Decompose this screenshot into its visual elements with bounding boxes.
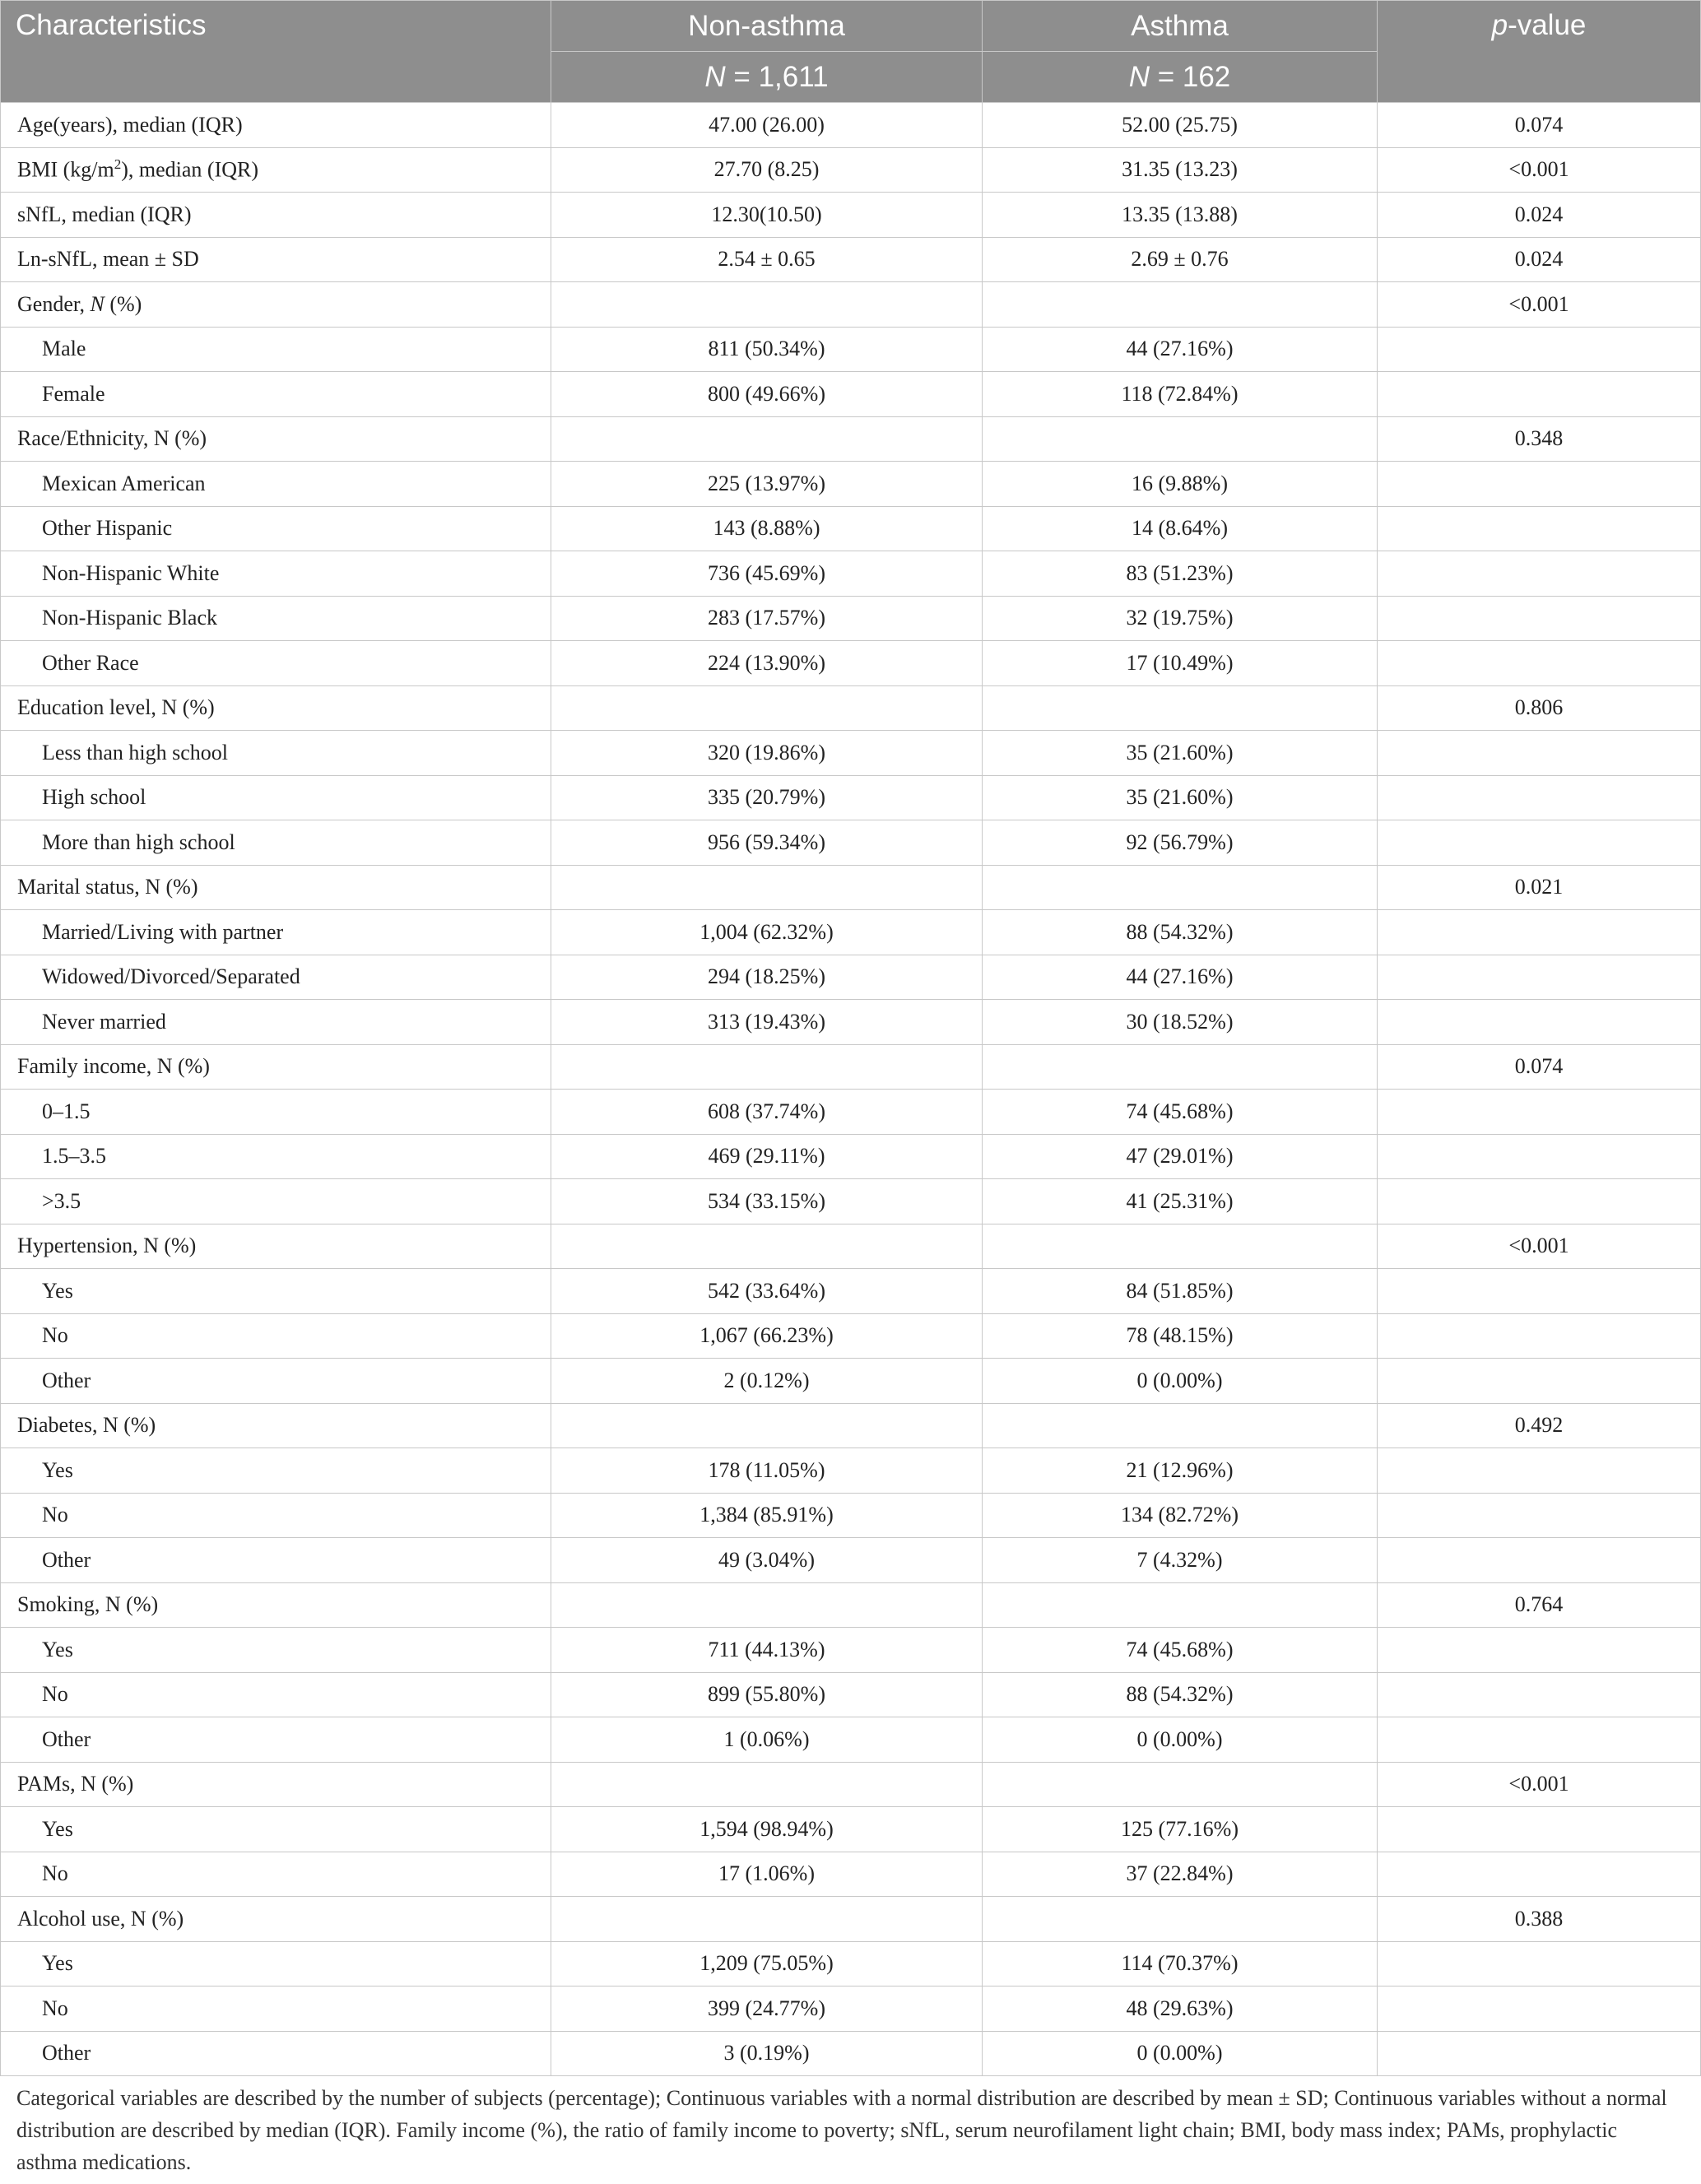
non-asthma-cell <box>551 1582 983 1628</box>
table-row <box>1 1717 1701 1763</box>
p-value-cell <box>1378 1538 1701 1583</box>
p-value-cell <box>1378 1628 1701 1673</box>
table-row <box>1 237 1701 282</box>
table-row <box>1 372 1701 417</box>
asthma-cell: 92 (56.79%) <box>983 820 1378 866</box>
row-label: Yes <box>1 1628 551 1673</box>
asthma-cell: 74 (45.68%) <box>983 1628 1378 1673</box>
row-label: No <box>1 1313 551 1359</box>
row-label: Other Hispanic <box>1 506 551 551</box>
row-label: Widowed/Divorced/Separated <box>1 955 551 1000</box>
asthma-cell: 30 (18.52%) <box>983 1000 1378 1045</box>
p-value-cell <box>1378 372 1701 417</box>
table-row <box>1 1403 1701 1448</box>
table-row <box>1 2031 1701 2076</box>
p-value-cell <box>1378 1493 1701 1538</box>
row-label: Non-Hispanic White <box>1 551 551 597</box>
row-label <box>1 147 551 193</box>
non-asthma-cell: 294 (18.25%) <box>551 955 983 1000</box>
asthma-cell: 78 (48.15%) <box>983 1313 1378 1359</box>
table-row <box>1 820 1701 866</box>
p-value-cell <box>1378 955 1701 1000</box>
asthma-cell: 31.35 (13.23) <box>983 147 1378 193</box>
row-label: >3.5 <box>1 1179 551 1224</box>
non-asthma-cell: 49 (3.04%) <box>551 1538 983 1583</box>
p-value-cell <box>1378 820 1701 866</box>
p-value-cell <box>1378 1359 1701 1404</box>
row-label: Non-Hispanic Black <box>1 596 551 641</box>
p-value-cell <box>1378 462 1701 507</box>
p-value-cell <box>1378 327 1701 372</box>
table-row <box>1 596 1701 641</box>
non-asthma-cell: 608 (37.74%) <box>551 1090 983 1135</box>
header-p-value <box>1378 1 1701 103</box>
header-n-non-asthma <box>551 52 983 103</box>
p-value-cell: <0.001 <box>1378 1224 1701 1269</box>
non-asthma-cell: 1,004 (62.32%) <box>551 910 983 955</box>
row-label: Other Race <box>1 641 551 686</box>
p-value-cell: 0.074 <box>1378 1044 1701 1090</box>
row-label: Yes <box>1 1269 551 1314</box>
asthma-cell: 114 (70.37%) <box>983 1941 1378 1987</box>
row-label: Hypertension, N (%) <box>1 1224 551 1269</box>
row-label: Never married <box>1 1000 551 1045</box>
asthma-cell: 13.35 (13.88) <box>983 193 1378 238</box>
non-asthma-cell: 711 (44.13%) <box>551 1628 983 1673</box>
table-row <box>1 551 1701 597</box>
asthma-cell: 84 (51.85%) <box>983 1269 1378 1314</box>
non-asthma-cell: 3 (0.19%) <box>551 2031 983 2076</box>
non-asthma-cell: 224 (13.90%) <box>551 641 983 686</box>
table-row <box>1 103 1701 148</box>
non-asthma-cell: 47.00 (26.00) <box>551 103 983 148</box>
non-asthma-cell: 899 (55.80%) <box>551 1672 983 1717</box>
table-row <box>1 1179 1701 1224</box>
row-label: 1.5–3.5 <box>1 1134 551 1179</box>
non-asthma-cell: 335 (20.79%) <box>551 775 983 820</box>
p-value-cell <box>1378 1941 1701 1987</box>
asthma-cell: 32 (19.75%) <box>983 596 1378 641</box>
asthma-cell <box>983 1044 1378 1090</box>
header-asthma: Asthma <box>983 1 1378 52</box>
non-asthma-cell: 469 (29.11%) <box>551 1134 983 1179</box>
table-row <box>1 506 1701 551</box>
asthma-cell: 14 (8.64%) <box>983 506 1378 551</box>
asthma-cell: 125 (77.16%) <box>983 1807 1378 1852</box>
p-value-cell <box>1378 1179 1701 1224</box>
table-row <box>1 685 1701 731</box>
row-label: Ln-sNfL, mean ± SD <box>1 237 551 282</box>
p-value-cell <box>1378 1448 1701 1494</box>
row-label: Other <box>1 1359 551 1404</box>
asthma-cell: 134 (82.72%) <box>983 1493 1378 1538</box>
asthma-cell: 41 (25.31%) <box>983 1179 1378 1224</box>
p-value-cell: 0.021 <box>1378 865 1701 910</box>
row-label: Age(years), median (IQR) <box>1 103 551 148</box>
asthma-cell <box>983 1224 1378 1269</box>
header-non-asthma: Non-asthma <box>551 1 983 52</box>
asthma-cell: 48 (29.63%) <box>983 1987 1378 2032</box>
p-italic: p <box>1491 9 1508 41</box>
asthma-cell: 47 (29.01%) <box>983 1134 1378 1179</box>
p-value-cell <box>1378 775 1701 820</box>
row-label <box>1 282 551 328</box>
p-value-cell: <0.001 <box>1378 1762 1701 1807</box>
p-value-cell <box>1378 1672 1701 1717</box>
p-value-cell <box>1378 1717 1701 1763</box>
asthma-cell <box>983 685 1378 731</box>
p-value-cell: 0.074 <box>1378 103 1701 148</box>
row-label: Mexican American <box>1 462 551 507</box>
p-value-cell <box>1378 641 1701 686</box>
non-asthma-cell: 956 (59.34%) <box>551 820 983 866</box>
non-asthma-cell: 399 (24.77%) <box>551 1987 983 2032</box>
table-row <box>1 865 1701 910</box>
table-row <box>1 775 1701 820</box>
asthma-cell: 35 (21.60%) <box>983 775 1378 820</box>
non-asthma-cell: 1,067 (66.23%) <box>551 1313 983 1359</box>
row-label: Yes <box>1 1941 551 1987</box>
n-symbol: N <box>704 60 726 93</box>
table-row <box>1 1000 1701 1045</box>
non-asthma-cell <box>551 416 983 462</box>
table-row <box>1 1134 1701 1179</box>
asthma-cell <box>983 1582 1378 1628</box>
p-value-cell <box>1378 1269 1701 1314</box>
table-row <box>1 1897 1701 1942</box>
non-asthma-cell <box>551 1403 983 1448</box>
non-asthma-cell <box>551 1044 983 1090</box>
non-asthma-cell: 17 (1.06%) <box>551 1852 983 1897</box>
p-value-cell <box>1378 1807 1701 1852</box>
table-row <box>1 462 1701 507</box>
row-label: No <box>1 1672 551 1717</box>
non-asthma-cell: 1,384 (85.91%) <box>551 1493 983 1538</box>
row-label: Alcohol use, N (%) <box>1 1897 551 1942</box>
non-asthma-cell: 225 (13.97%) <box>551 462 983 507</box>
asthma-cell: 17 (10.49%) <box>983 641 1378 686</box>
asthma-cell: 21 (12.96%) <box>983 1448 1378 1494</box>
row-label: Race/Ethnicity, N (%) <box>1 416 551 462</box>
non-asthma-cell: 811 (50.34%) <box>551 327 983 372</box>
row-label: Yes <box>1 1807 551 1852</box>
asthma-cell <box>983 865 1378 910</box>
table-row <box>1 1448 1701 1494</box>
table-footnote: Categorical variables are described by the number of subjects (percentage); Continuous variables with a normal distribution are described by mean ± SD; Continuous variables without a normal distribution are described by median (IQR). Family income (%), the ratio of family income to poverty; sNfL, serum neurofilament light chain; BMI, body mass index; PAMs, prophylactic asthma medications. <box>16 2086 1667 2174</box>
row-label: 0–1.5 <box>1 1090 551 1135</box>
non-asthma-cell: 1,209 (75.05%) <box>551 1941 983 1987</box>
row-label: More than high school <box>1 820 551 866</box>
row-label: Marital status, N (%) <box>1 865 551 910</box>
p-value-cell: 0.024 <box>1378 237 1701 282</box>
table-row <box>1 1359 1701 1404</box>
asthma-cell <box>983 282 1378 328</box>
table-row <box>1 1090 1701 1135</box>
table-row <box>1 1628 1701 1673</box>
non-asthma-cell <box>551 1897 983 1942</box>
non-asthma-cell: 542 (33.64%) <box>551 1269 983 1314</box>
table-row <box>1 1582 1701 1628</box>
header-characteristics: Characteristics <box>1 1 551 103</box>
non-asthma-cell <box>551 865 983 910</box>
asthma-cell: 74 (45.68%) <box>983 1090 1378 1135</box>
row-label: sNfL, median (IQR) <box>1 193 551 238</box>
asthma-cell: 0 (0.00%) <box>983 1359 1378 1404</box>
p-value-cell: <0.001 <box>1378 282 1701 328</box>
asthma-cell: 88 (54.32%) <box>983 910 1378 955</box>
asthma-cell: 44 (27.16%) <box>983 327 1378 372</box>
asthma-cell <box>983 1403 1378 1448</box>
asthma-cell: 52.00 (25.75) <box>983 103 1378 148</box>
n-value: = 162 <box>1149 60 1231 93</box>
table-row <box>1 1762 1701 1807</box>
asthma-cell: 118 (72.84%) <box>983 372 1378 417</box>
table-row <box>1 1313 1701 1359</box>
p-value-cell <box>1378 1090 1701 1135</box>
header-n-asthma <box>983 52 1378 103</box>
asthma-cell: 83 (51.23%) <box>983 551 1378 597</box>
p-value-cell <box>1378 1987 1701 2032</box>
non-asthma-cell <box>551 1762 983 1807</box>
asthma-cell <box>983 1762 1378 1807</box>
n-symbol: N <box>1128 60 1150 93</box>
p-value-cell <box>1378 1134 1701 1179</box>
row-label: No <box>1 1493 551 1538</box>
non-asthma-cell: 1,594 (98.94%) <box>551 1807 983 1852</box>
row-label: Other <box>1 2031 551 2076</box>
non-asthma-cell: 12.30(10.50) <box>551 193 983 238</box>
table-row <box>1 1224 1701 1269</box>
non-asthma-cell: 2.54 ± 0.65 <box>551 237 983 282</box>
row-label: Diabetes, N (%) <box>1 1403 551 1448</box>
non-asthma-cell <box>551 1224 983 1269</box>
non-asthma-cell: 178 (11.05%) <box>551 1448 983 1494</box>
row-label: Other <box>1 1538 551 1583</box>
row-label: High school <box>1 775 551 820</box>
row-label: No <box>1 1987 551 2032</box>
p-value-cell: 0.764 <box>1378 1582 1701 1628</box>
non-asthma-cell: 313 (19.43%) <box>551 1000 983 1045</box>
non-asthma-cell <box>551 282 983 328</box>
table-row <box>1 1807 1701 1852</box>
p-value-cell: <0.001 <box>1378 147 1701 193</box>
p-value-cell <box>1378 1852 1701 1897</box>
asthma-cell: 44 (27.16%) <box>983 955 1378 1000</box>
table-row <box>1 641 1701 686</box>
non-asthma-cell: 320 (19.86%) <box>551 731 983 776</box>
non-asthma-cell: 2 (0.12%) <box>551 1359 983 1404</box>
table-row <box>1 1852 1701 1897</box>
p-value-suffix: -value <box>1508 9 1587 41</box>
label-superscript: 2 <box>114 156 122 173</box>
table-row <box>1 1269 1701 1314</box>
label-text: (%) <box>104 291 142 316</box>
row-label: Family income, N (%) <box>1 1044 551 1090</box>
table-row <box>1 955 1701 1000</box>
table-row <box>1 1941 1701 1987</box>
label-text: ), median (IQR) <box>121 158 259 183</box>
asthma-cell: 0 (0.00%) <box>983 1717 1378 1763</box>
row-label: Smoking, N (%) <box>1 1582 551 1628</box>
row-label: Other <box>1 1717 551 1763</box>
label-italic: N <box>90 291 105 316</box>
non-asthma-cell: 736 (45.69%) <box>551 551 983 597</box>
row-label: Less than high school <box>1 731 551 776</box>
p-value-cell <box>1378 596 1701 641</box>
p-value-cell <box>1378 2031 1701 2076</box>
row-label: No <box>1 1852 551 1897</box>
non-asthma-cell: 283 (17.57%) <box>551 596 983 641</box>
non-asthma-cell <box>551 685 983 731</box>
table-row <box>1 193 1701 238</box>
label-text: Gender, <box>17 291 91 316</box>
table-row <box>1 1044 1701 1090</box>
p-value-cell <box>1378 551 1701 597</box>
p-value-cell <box>1378 731 1701 776</box>
row-label: Male <box>1 327 551 372</box>
p-value-cell <box>1378 1313 1701 1359</box>
n-value: = 1,611 <box>725 60 829 93</box>
table-row <box>1 910 1701 955</box>
asthma-cell: 0 (0.00%) <box>983 2031 1378 2076</box>
table-row <box>1 282 1701 328</box>
non-asthma-cell: 143 (8.88%) <box>551 506 983 551</box>
p-value-cell: 0.806 <box>1378 685 1701 731</box>
table-header <box>1 1 1701 103</box>
p-value-cell <box>1378 506 1701 551</box>
p-value-cell: 0.348 <box>1378 416 1701 462</box>
row-label: Female <box>1 372 551 417</box>
table-row <box>1 1538 1701 1583</box>
table-row <box>1 416 1701 462</box>
asthma-cell <box>983 416 1378 462</box>
non-asthma-cell: 800 (49.66%) <box>551 372 983 417</box>
row-label: Education level, N (%) <box>1 685 551 731</box>
row-label: PAMs, N (%) <box>1 1762 551 1807</box>
non-asthma-cell: 27.70 (8.25) <box>551 147 983 193</box>
table-row <box>1 1672 1701 1717</box>
label-text: BMI (kg/m <box>17 158 114 183</box>
table-row <box>1 1987 1701 2032</box>
p-value-cell <box>1378 1000 1701 1045</box>
asthma-cell: 37 (22.84%) <box>983 1852 1378 1897</box>
non-asthma-cell: 1 (0.06%) <box>551 1717 983 1763</box>
non-asthma-cell: 534 (33.15%) <box>551 1179 983 1224</box>
table-row <box>1 1493 1701 1538</box>
row-label: Yes <box>1 1448 551 1494</box>
p-value-cell: 0.492 <box>1378 1403 1701 1448</box>
p-value-cell: 0.024 <box>1378 193 1701 238</box>
table-body <box>1 103 1701 2076</box>
p-value-cell: 0.388 <box>1378 1897 1701 1942</box>
asthma-cell: 16 (9.88%) <box>983 462 1378 507</box>
asthma-cell <box>983 1897 1378 1942</box>
table-row <box>1 731 1701 776</box>
asthma-cell: 7 (4.32%) <box>983 1538 1378 1583</box>
asthma-cell: 88 (54.32%) <box>983 1672 1378 1717</box>
p-value-cell <box>1378 910 1701 955</box>
asthma-cell: 2.69 ± 0.76 <box>983 237 1378 282</box>
asthma-cell: 35 (21.60%) <box>983 731 1378 776</box>
table-row <box>1 147 1701 193</box>
table-row <box>1 327 1701 372</box>
row-label: Married/Living with partner <box>1 910 551 955</box>
